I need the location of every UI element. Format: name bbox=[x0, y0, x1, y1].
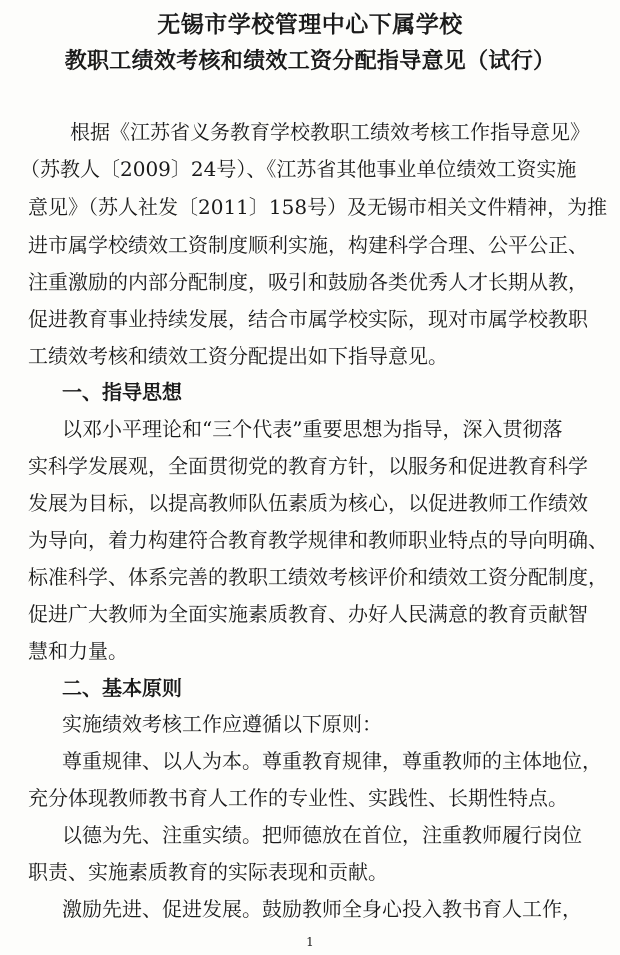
body-line: 实科学发展观，全面贯彻党的教育方针，以服务和促进教育科学 bbox=[28, 454, 588, 478]
body-line: 激励先进、促进发展。鼓励教师全身心投入教书育人工作， bbox=[62, 897, 582, 921]
body-line: 意见》（苏人社发〔2011〕158号）及无锡市相关文件精神，为推 bbox=[28, 195, 608, 219]
body-line: （苏教人〔2009〕24号）、《江苏省其他事业单位绩效工资实施 bbox=[20, 157, 577, 181]
body-line: 促进教育事业持续发展，结合市属学校实际，现对市属学校教职 bbox=[28, 307, 588, 331]
document-title-line2: 教职工绩效考核和绩效工资分配指导意见（试行） bbox=[64, 48, 556, 74]
body-line: 注重激励的内部分配制度，吸引和鼓励各类优秀人才长期从教， bbox=[28, 270, 588, 294]
body-line: 充分体现教师教书育人工作的专业性、实践性、长期性特点。 bbox=[28, 786, 568, 810]
document-title-line1: 无锡市学校管理中心下属学校 bbox=[157, 11, 463, 38]
body-line: 发展为目标，以提高教师队伍素质为核心，以促进教师工作绩效 bbox=[28, 491, 588, 515]
page-number: 1 bbox=[306, 935, 314, 949]
body-line: 以邓小平理论和“三个代表”重要思想为指导，深入贯彻落 bbox=[62, 417, 563, 441]
body-line: 尊重规律、以人为本。尊重教育规律，尊重教师的主体地位， bbox=[62, 749, 602, 773]
section-heading-2: 二、基本原则 bbox=[62, 676, 182, 700]
body-line: 进市属学校绩效工资制度顺利实施，构建科学合理、公平公正、 bbox=[28, 233, 588, 257]
body-line: 促进广大教师为全面实施素质教育、办好人民满意的教育贡献智 bbox=[28, 602, 588, 626]
section-heading-1: 一、指导思想 bbox=[62, 380, 182, 404]
body-line: 实施绩效考核工作应遵循以下原则： bbox=[62, 712, 382, 736]
body-line: 标准科学、体系完善的教职工绩效考核评价和绩效工资分配制度， bbox=[28, 565, 608, 589]
body-line: 工绩效考核和绩效工资分配提出如下指导意见。 bbox=[28, 344, 448, 368]
body-line: 慧和力量。 bbox=[28, 639, 128, 663]
body-line: 为导向，着力构建符合教育教学规律和教师职业特点的导向明确、 bbox=[28, 528, 608, 552]
body-line: 以德为先、注重实绩。把师德放在首位，注重教师履行岗位 bbox=[62, 823, 582, 847]
body-line: 职责、实施素质教育的实际表现和贡献。 bbox=[28, 860, 388, 884]
body-line: 根据《江苏省义务教育学校教职工绩效考核工作指导意见》 bbox=[70, 120, 590, 144]
